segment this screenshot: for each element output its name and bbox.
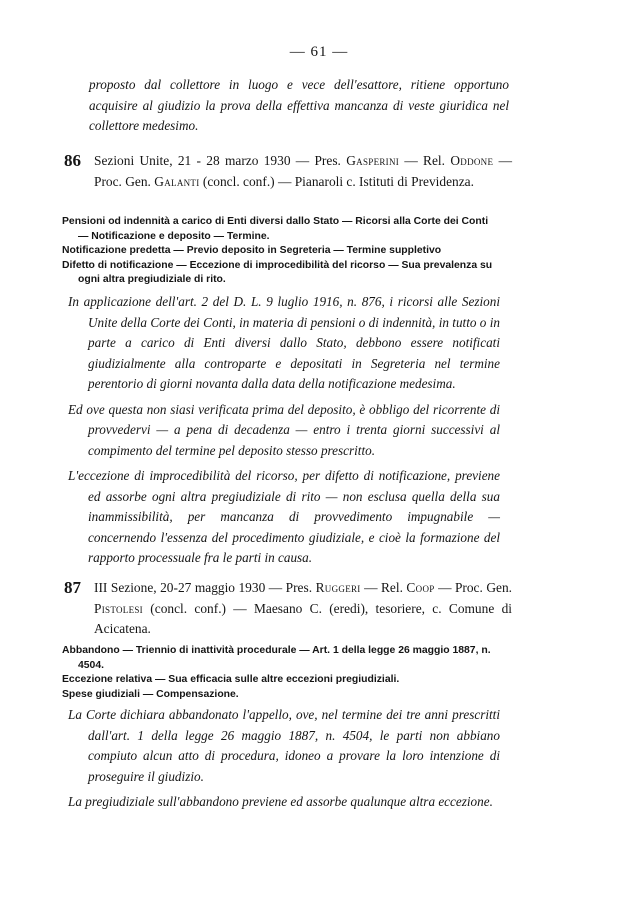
- case-citation: [94, 151, 512, 192]
- case-president: Ruggeri: [315, 580, 361, 595]
- case-87-heading: [64, 578, 512, 640]
- summary-paragraph: Ed ove questa non siasi verificata prima del deposito, è obbligo del ricorrente di provvedervi — a pena di decadenza — entro i trenta giorni successivi al compimento del termine pel deposito stesso prescritto.: [68, 401, 500, 458]
- keyword-line: Pensioni od indennità a carico di Enti diversi dallo Stato — Ricorsi alla Corte dei Conti — Notificazione e deposito — Termine.: [62, 216, 489, 242]
- case-parties: (concl. conf.) — Pianaroli c. Istituti di Previdenza.: [202, 173, 474, 189]
- case-section: III Sezione, 20-27 maggio 1930 — Pres.: [94, 580, 313, 595]
- keyword-line: Abbandono — Triennio di inattività procedurale — Art. 1 della legge 26 maggio 1887, n. 4504.: [62, 645, 491, 671]
- case-rapporteur: Oddone: [450, 153, 494, 168]
- keyword-line: Difetto di notificazione — Eccezione di improcedibilità del ricorso — Sua prevalenza su ogni altra pregiudiziale di rito.: [62, 259, 493, 285]
- case-parties: (concl. conf.) — Maesano C. (eredi), tesoriere, c. Comune di Acicatena.: [94, 600, 512, 636]
- case-87-keywords: [62, 644, 500, 702]
- case-rapporteur: Coop: [406, 580, 435, 595]
- case-number: 86: [64, 151, 81, 170]
- case-rel-label: — Rel.: [364, 580, 403, 595]
- case-86-heading: [64, 151, 512, 192]
- case-87-summary: [68, 705, 500, 818]
- keyword-line: Spese giudiziali — Compensazione.: [62, 688, 239, 700]
- case-president: Gasperini: [346, 153, 400, 168]
- case-prosecutor: Galanti: [154, 173, 200, 189]
- summary-paragraph: La pregiudiziale sull'abbandono previene ed assorbe qualunque altra eccezione.: [68, 794, 493, 809]
- summary-paragraph: La Corte dichiara abbandonato l'appello, ove, nel termine dei tre anni prescritti dall'art. 1 della legge 26 maggio 1887, n. 4504, le parti non abbiano compiuto alcun atto di procedura, idoneo a provare la loro intenzione di proseguire il giudizio.: [68, 707, 500, 784]
- case-prosecutor: Pistolesi: [94, 600, 143, 616]
- case-proc-label: — Proc. Gen.: [438, 580, 512, 595]
- intro-text: proposto dal collettore in luogo e vece dell'esattore, ritiene opportuno acquisire al giudizio la prova della effettiva mancanza di veste giuridica nel collettore medesimo.: [89, 77, 509, 133]
- summary-paragraph: In applicazione dell'art. 2 del D. L. 9 luglio 1916, n. 876, i ricorsi alle Sezioni Unite della Corte dei Conti, in materia di pensioni o di indennità, in tutto o in parte a carico di Enti diversi dallo Stato, debbono essere notificati giudizialmente alla controparte e depositati in Segreteria nel termine perentorio di giorni novanta dalla data della notificazione medesima.: [68, 294, 500, 391]
- intro-paragraph: [89, 75, 509, 137]
- case-86-keywords: [62, 215, 500, 288]
- case-section: Sezioni Unite, 21 - 28 marzo 1930 — Pres.: [94, 153, 341, 168]
- case-86-summary: [68, 292, 500, 574]
- keyword-line: Notificazione predetta — Previo deposito in Segreteria — Termine suppletivo: [62, 245, 442, 256]
- case-citation: [94, 578, 512, 640]
- case-proc-label: — Proc. Gen.: [94, 153, 512, 189]
- case-rel-label: — Rel.: [404, 153, 446, 168]
- keyword-line: Eccezione relativa — Sua efficacia sulle altre eccezioni pregiudiziali.: [62, 674, 400, 685]
- summary-paragraph: L'eccezione di improcedibilità del ricorso, per difetto di notificazione, previene ed assorbe ogni altra pregiudiziale di rito — non esclusa quella della sua inammissibilità, per mancanza di provvedimento impugnabile — concernendo l'essenza del procedimento giudiziale, e cioè la formazione del rapporto processuale fra le parti in causa.: [68, 468, 500, 565]
- case-number: 87: [64, 578, 81, 597]
- page-number: — 61 —: [289, 44, 349, 60]
